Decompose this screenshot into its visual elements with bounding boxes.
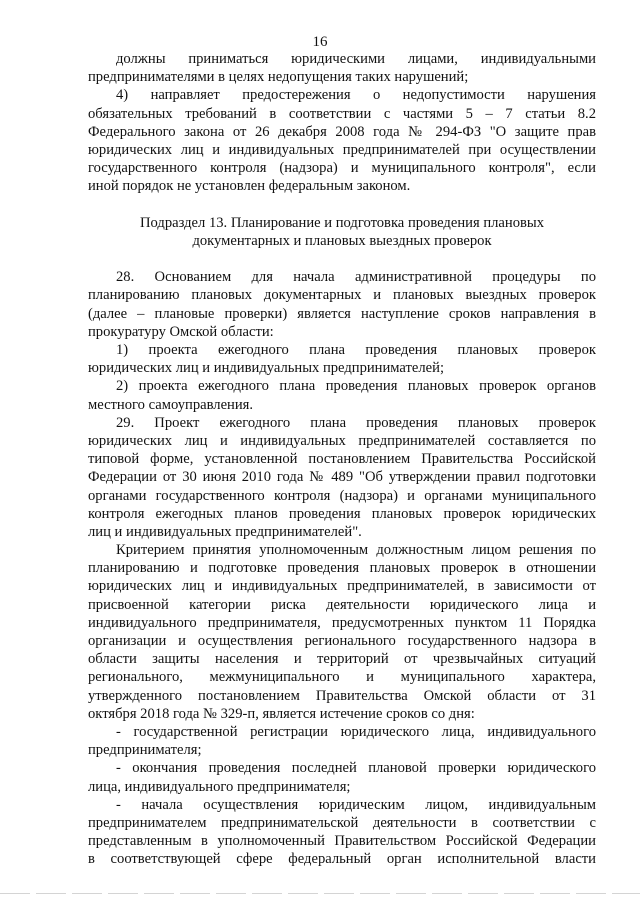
text-line: присвоенной категории риска деятельности юридического лица и — [88, 596, 596, 613]
paragraph — [88, 414, 596, 541]
text-line: 1) проекта ежегодного плана проведения плановых проверок — [116, 342, 596, 358]
spacer — [88, 196, 596, 214]
text-line: 2) проекта ежегодного плана проведения плановых проверок органов — [116, 378, 596, 395]
heading-line: документарных и плановых выездных проверок — [192, 232, 492, 249]
text-line: лица, индивидуального предпринимателя; — [88, 778, 351, 795]
paragraph — [88, 377, 596, 413]
text-line: области защиты населения и территорий от чрезвычайных ситуаций — [88, 651, 596, 668]
spacer — [88, 250, 596, 268]
text-line: представленным в уполномоченный Правительством Российской Федерации — [88, 833, 596, 850]
text-line: Федерального закона от 26 декабря 2008 года № 294-ФЗ "О защите прав — [88, 123, 596, 140]
text-line: предпринимателем предпринимательской деятельности в соответствии с — [88, 814, 596, 831]
paragraph — [88, 541, 596, 723]
paragraph — [88, 341, 596, 377]
text-line: прокуратуру Омской области: — [88, 323, 274, 340]
text-line: обязательных требований в соответствии с частями 5 – 7 статьи 8.2 — [88, 105, 596, 122]
text-line: Критерием принятия уполномоченным должностным лицом решения по — [116, 542, 596, 559]
text-line: утвержденного постановлением Правительства Омской области от 31 — [88, 687, 596, 704]
text-line: местного самоуправления. — [88, 396, 254, 413]
paragraph — [88, 86, 596, 195]
scan-edge-line — [0, 893, 640, 894]
document-body — [88, 50, 596, 868]
text-line: государственного контроля (надзора) и муниципального контроля", если — [88, 160, 596, 177]
paragraph — [88, 723, 596, 759]
paragraph — [88, 268, 596, 341]
text-line: - окончания проведения последней плановой проверки юридического — [116, 760, 596, 777]
text-line: органами государственного контроля (надзора) и органами муниципального — [88, 487, 596, 504]
text-line: иной порядок не установлен федеральным законом. — [88, 178, 411, 195]
paragraph — [88, 796, 596, 869]
section-heading — [88, 214, 596, 250]
text-line: предпринимателями в целях недопущения таких нарушений; — [88, 69, 469, 86]
page-number: 16 — [312, 34, 328, 50]
text-line: юридических лиц и индивидуальных предпринимателей, в зависимости от — [88, 578, 596, 595]
text-line: лиц и индивидуальных предпринимателей". — [88, 523, 362, 540]
text-line: 28. Основанием для начала административной процедуры по — [116, 269, 596, 286]
text-line: (далее – плановые проверки) является наступление сроков направления в — [88, 305, 596, 322]
text-line: 29. Проект ежегодного плана проведения плановых проверок — [116, 414, 596, 431]
text-line: должны приниматься юридическими лицами, индивидуальными — [116, 51, 596, 67]
text-line: индивидуального предпринимателя, предусмотренных пунктом 11 Порядка — [88, 614, 596, 631]
text-line: организации и осуществления регионального государственного надзора в — [88, 633, 596, 649]
text-line: юридических лиц и индивидуальных предпринимателей; — [88, 360, 445, 377]
text-line: типовой форме, установленной постановлением Правительства Российской — [88, 451, 596, 468]
heading-line: Подраздел 13. Планирование и подготовка проведения плановых — [140, 214, 544, 231]
text-line: - начала осуществления юридическим лицом, индивидуальным — [116, 796, 596, 813]
text-line: октября 2018 года № 329-п, является истечение сроков со дня: — [88, 705, 475, 722]
text-line: в соответствующей сфере федеральный орган исполнительной власти — [88, 851, 596, 868]
text-line: 4) направляет предостережения о недопустимости нарушения — [116, 87, 596, 104]
paragraph — [88, 50, 596, 86]
text-line: контроля ежегодных планов проведения плановых проверок юридических — [88, 505, 596, 522]
text-line: юридических лиц и индивидуальных предпринимателей при осуществлении — [88, 141, 596, 158]
text-line: - государственной регистрации юридического лица, индивидуального — [116, 723, 596, 740]
text-line: планированию плановых документарных и плановых выездных проверок — [88, 287, 596, 304]
text-line: планированию и подготовке проведения плановых проверок в отношении — [88, 560, 596, 577]
text-line: предпринимателя; — [88, 742, 202, 759]
text-line: юридических лиц и индивидуальных предпринимателей составляется по — [88, 432, 596, 449]
text-line: регионального, межмуниципального и муниципального характера, — [88, 669, 596, 686]
text-line: Федерации от 30 июня 2010 года № 489 "Об утверждении правил подготовки — [88, 469, 596, 486]
paragraph — [88, 759, 596, 795]
